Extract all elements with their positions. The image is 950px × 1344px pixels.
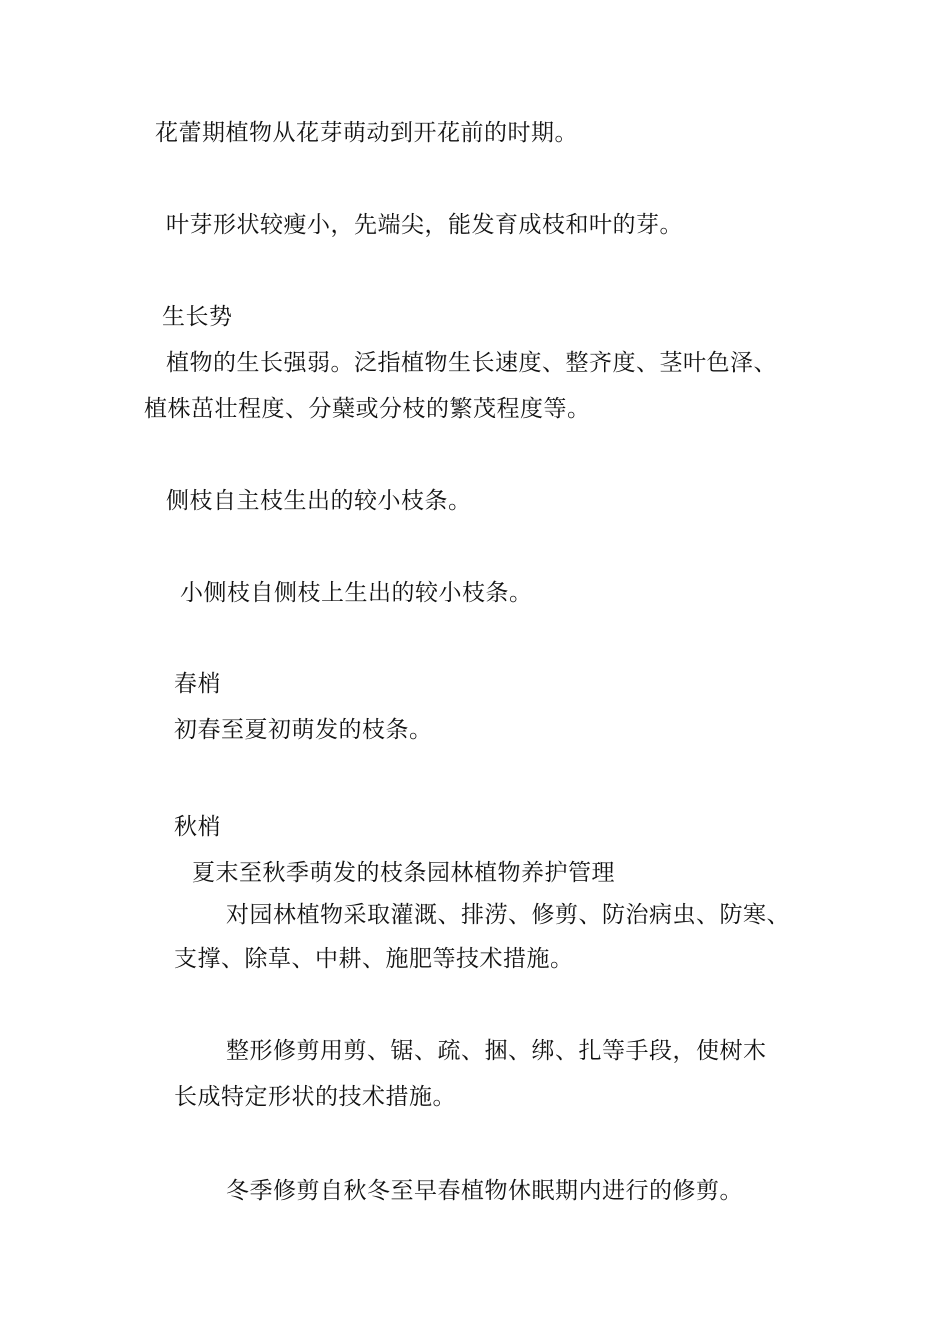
term-pruning-line-2: 长成特定形状的技术措施。 bbox=[174, 1084, 456, 1110]
term-leaf-bud: 叶芽形状较瘦小，先端尖，能发育成枝和叶的芽。 bbox=[166, 212, 683, 238]
definition-growth-vigor-line-1: 植物的生长强弱。泛指植物生长速度、整齐度、茎叶色泽、 bbox=[166, 350, 777, 376]
term-small-lateral-branch: 小侧枝自侧枝上生出的较小枝条。 bbox=[180, 580, 533, 606]
term-pruning-line-1: 整形修剪用剪、锯、疏、捆、绑、扎等手段，使树木 bbox=[226, 1038, 767, 1064]
term-heading-autumn-shoot: 秋梢 bbox=[174, 814, 221, 840]
term-lateral-branch: 侧枝自主枝生出的较小枝条。 bbox=[166, 488, 472, 514]
definition-spring-shoot: 初春至夏初萌发的枝条。 bbox=[174, 717, 433, 743]
definition-maintenance-line-2: 支撑、除草、中耕、施肥等技术措施。 bbox=[174, 946, 574, 972]
term-heading-growth-vigor: 生长势 bbox=[162, 304, 233, 330]
definition-autumn-shoot: 夏末至秋季萌发的枝条园林植物养护管理 bbox=[192, 860, 615, 886]
term-winter-pruning: 冬季修剪自秋冬至早春植物休眠期内进行的修剪。 bbox=[226, 1178, 743, 1204]
definition-maintenance-line-1: 对园林植物采取灌溉、排涝、修剪、防治病虫、防寒、 bbox=[226, 902, 790, 928]
term-flower-bud-stage: 花蕾期植物从花芽萌动到开花前的时期。 bbox=[155, 120, 578, 146]
term-heading-spring-shoot: 春梢 bbox=[174, 671, 221, 697]
definition-growth-vigor-line-2: 植株茁壮程度、分蘖或分枝的繁茂程度等。 bbox=[144, 396, 591, 422]
